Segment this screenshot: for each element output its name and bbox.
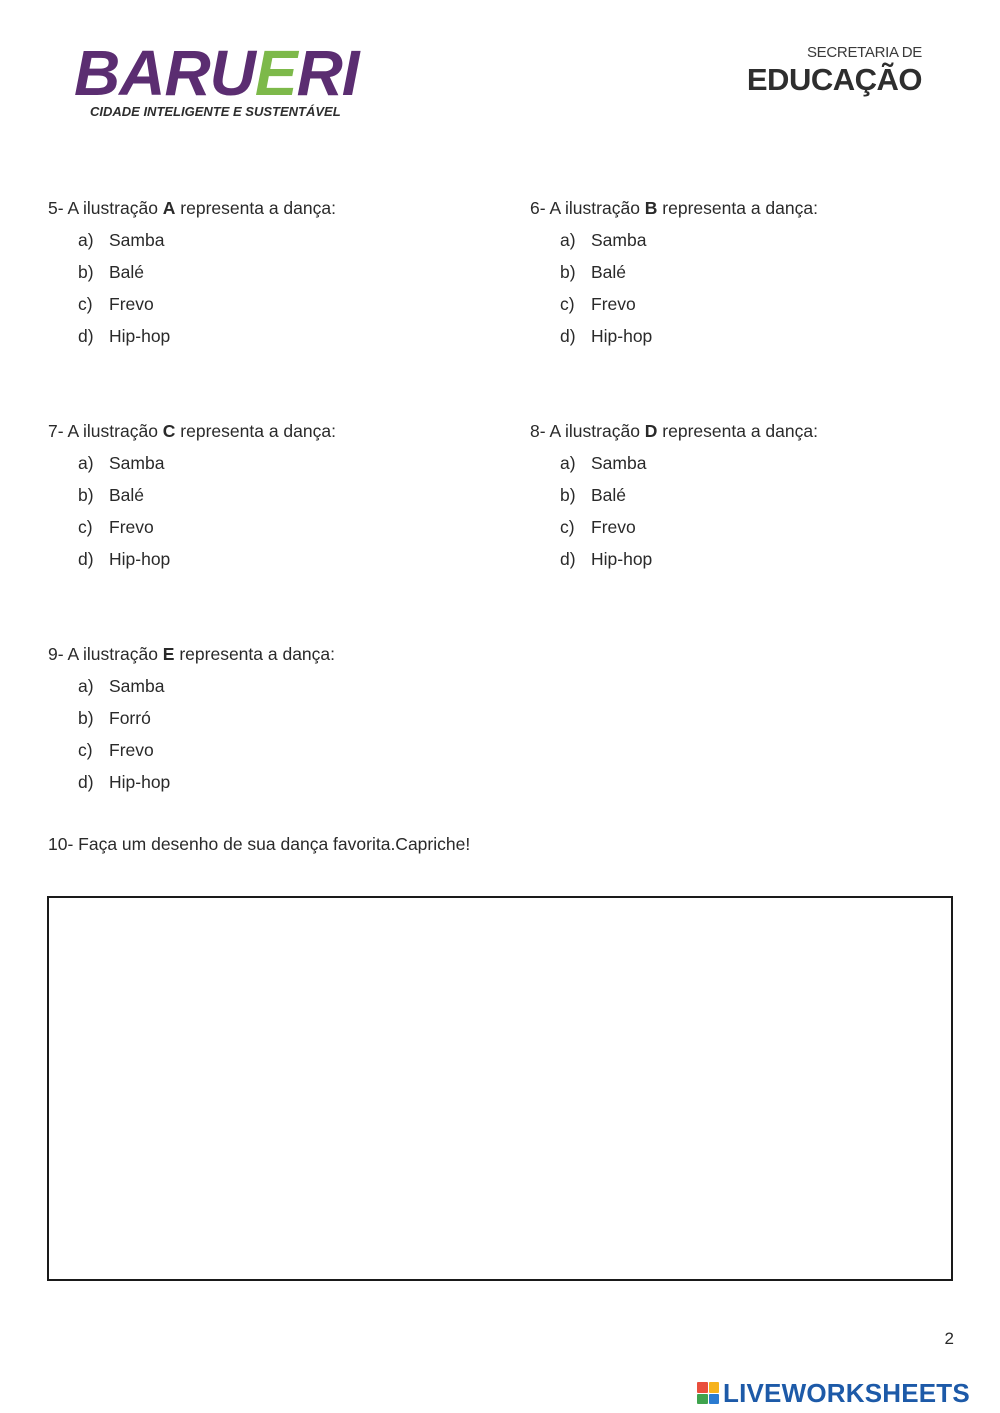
option-text: Frevo <box>109 294 154 314</box>
option-a[interactable] <box>48 447 336 479</box>
logo-text-left: BARU <box>74 37 255 109</box>
option-text: Hip-hop <box>591 549 653 569</box>
options-list <box>48 670 335 798</box>
option-text: Frevo <box>591 294 636 314</box>
option-text: Frevo <box>109 517 154 537</box>
option-mark: a) <box>78 676 94 696</box>
option-c[interactable] <box>530 511 818 543</box>
option-d[interactable] <box>48 766 335 798</box>
option-text: Balé <box>591 485 627 505</box>
question-suffix: representa a dança: <box>657 421 818 441</box>
options-list <box>530 224 818 352</box>
option-mark: c) <box>78 517 93 537</box>
option-b[interactable] <box>48 479 336 511</box>
icon-tile-green <box>697 1394 708 1405</box>
option-b[interactable] <box>48 702 335 734</box>
option-b[interactable] <box>48 256 336 288</box>
question-10-prompt: 10- Faça um desenho de sua dança favorita.Capriche! <box>48 834 471 854</box>
liveworksheets-logo <box>697 1376 970 1410</box>
option-text: Samba <box>591 453 647 473</box>
option-a[interactable] <box>48 670 335 702</box>
question-title <box>48 644 335 664</box>
dept-label: SECRETARIA DE <box>806 44 922 61</box>
option-a[interactable] <box>48 224 336 256</box>
barueri-logo <box>74 38 384 124</box>
option-text: Balé <box>591 262 627 282</box>
icon-tile-blue <box>709 1394 720 1405</box>
illustration-letter: C <box>162 421 176 441</box>
option-mark: d) <box>78 326 94 346</box>
logo-wordmark <box>74 38 359 108</box>
liveworksheets-wordmark: LIVEWORKSHEETS <box>723 1378 970 1408</box>
option-c[interactable] <box>530 288 818 320</box>
option-mark: d) <box>78 772 94 792</box>
question-title <box>48 198 336 218</box>
option-b[interactable] <box>530 479 818 511</box>
option-mark: a) <box>78 230 94 250</box>
option-mark: b) <box>560 262 576 282</box>
question-prefix: 9- A ilustração <box>48 644 163 664</box>
options-list <box>48 224 336 352</box>
option-mark: c) <box>78 740 93 760</box>
option-d[interactable] <box>48 543 336 575</box>
question-suffix: representa a dança: <box>657 198 818 218</box>
question-prefix: 6- A ilustração <box>530 198 645 218</box>
drawing-area[interactable] <box>47 896 953 1281</box>
option-text: Hip-hop <box>109 326 171 346</box>
option-d[interactable] <box>530 320 818 352</box>
page-number: 2 <box>944 1329 954 1348</box>
question-9 <box>48 644 335 798</box>
option-c[interactable] <box>48 734 335 766</box>
option-c[interactable] <box>48 288 336 320</box>
option-c[interactable] <box>48 511 336 543</box>
option-mark: b) <box>78 708 94 728</box>
option-mark: d) <box>78 549 94 569</box>
question-suffix: representa a dança: <box>174 644 336 664</box>
option-mark: d) <box>560 326 576 346</box>
option-mark: b) <box>78 262 94 282</box>
question-5 <box>48 198 336 352</box>
secretaria-logo <box>747 44 922 98</box>
options-list <box>48 447 336 575</box>
icon-tile-red <box>697 1382 708 1393</box>
icon-tile-yellow <box>709 1382 720 1393</box>
option-mark: b) <box>78 485 94 505</box>
option-text: Balé <box>109 262 145 282</box>
option-mark: b) <box>560 485 576 505</box>
logo-text-accent: E <box>254 37 297 109</box>
option-mark: c) <box>560 294 575 314</box>
option-text: Samba <box>109 453 165 473</box>
options-list <box>530 447 818 575</box>
question-6 <box>530 198 818 352</box>
option-text: Samba <box>109 230 165 250</box>
illustration-letter: D <box>644 421 658 441</box>
option-text: Hip-hop <box>591 326 653 346</box>
option-a[interactable] <box>530 447 818 479</box>
illustration-letter: E <box>162 644 175 664</box>
option-mark: c) <box>78 294 93 314</box>
option-text: Frevo <box>591 517 636 537</box>
option-d[interactable] <box>48 320 336 352</box>
question-7 <box>48 421 336 575</box>
illustration-letter: B <box>644 198 658 218</box>
option-text: Balé <box>109 485 145 505</box>
question-title <box>530 421 818 441</box>
question-title <box>48 421 336 441</box>
option-text: Hip-hop <box>109 772 171 792</box>
option-text: Forró <box>109 708 151 728</box>
option-text: Samba <box>591 230 647 250</box>
question-8 <box>530 421 818 575</box>
option-text: Hip-hop <box>109 549 171 569</box>
option-text: Samba <box>109 676 165 696</box>
question-prefix: 8- A ilustração <box>530 421 645 441</box>
illustration-letter: A <box>162 198 176 218</box>
question-suffix: representa a dança: <box>175 421 336 441</box>
option-mark: a) <box>560 453 576 473</box>
option-mark: a) <box>78 453 94 473</box>
option-text: Frevo <box>109 740 154 760</box>
question-prefix: 5- A ilustração <box>48 198 163 218</box>
question-title <box>530 198 818 218</box>
question-suffix: representa a dança: <box>175 198 336 218</box>
option-b[interactable] <box>530 256 818 288</box>
option-mark: d) <box>560 549 576 569</box>
option-d[interactable] <box>530 543 818 575</box>
logo-text-right: RI <box>296 37 359 109</box>
logo-tagline: CIDADE INTELIGENTE E SUSTENTÁVEL <box>90 104 341 119</box>
option-a[interactable] <box>530 224 818 256</box>
liveworksheets-icon <box>697 1382 719 1404</box>
question-prefix: 7- A ilustração <box>48 421 163 441</box>
option-mark: a) <box>560 230 576 250</box>
option-mark: c) <box>560 517 575 537</box>
dept-name: EDUCAÇÃO <box>746 62 922 97</box>
